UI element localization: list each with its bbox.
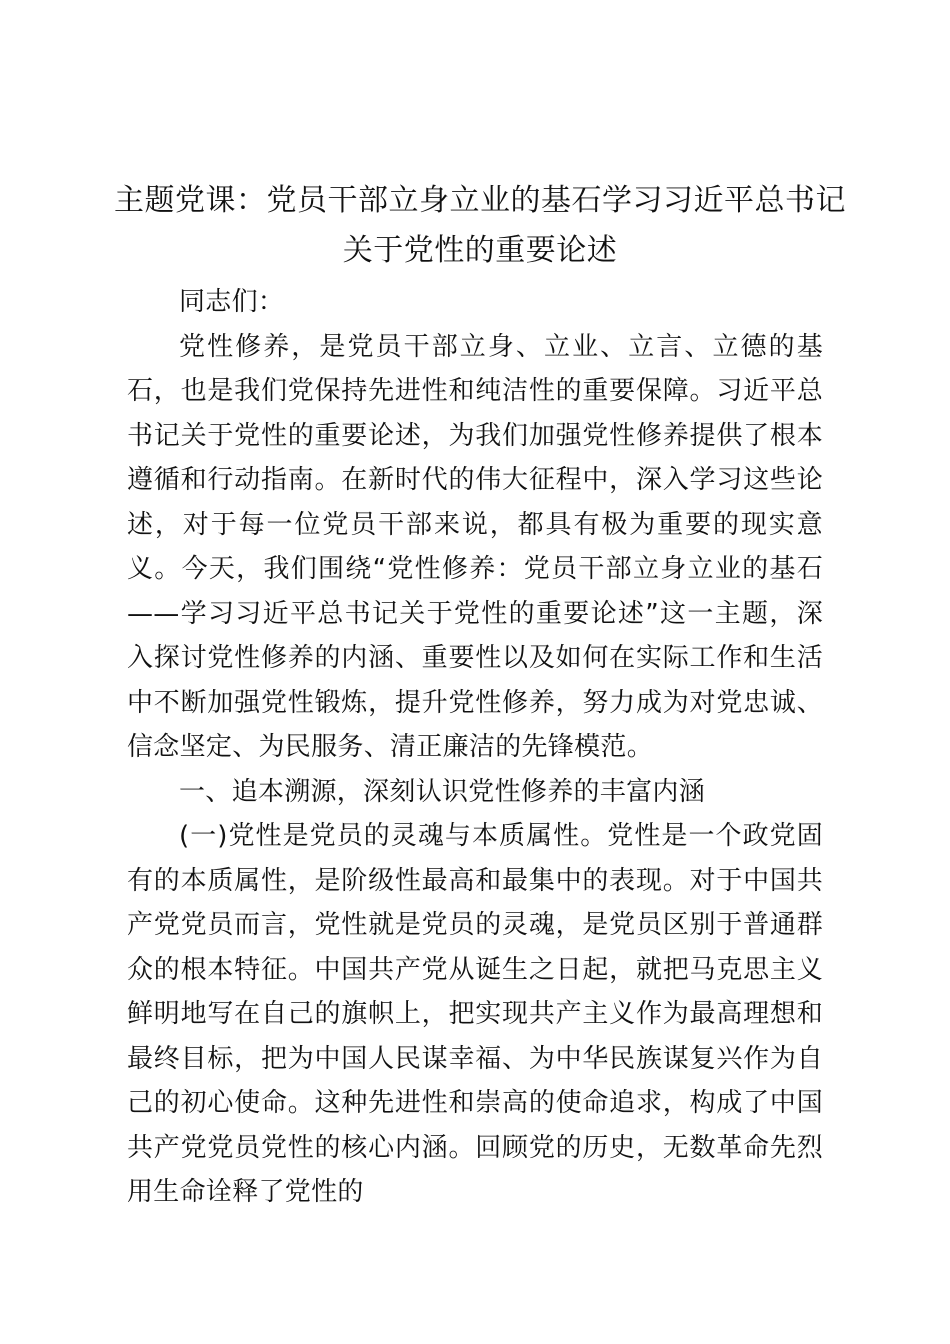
paragraph-section-1-1: (一)党性是党员的灵魂与本质属性。党性是一个政党固有的本质属性，是阶级性最高和最集中的表现。对于中国共产党党员而言，党性就是党员的灵魂，是党员区别于普通群众的根本特征。中国共产党从诞生之日起，就把马克思主义鲜明地写在自己的旗帜上，把实现共产主义作为最高理想和最终目标，把为中国人民谋幸福、为中华民族谋复兴作为自己的初心使命。这种先进性和崇高的使命追求，构成了中国共产党党员党性的核心内涵。回顾党的历史，无数革命先烈用生命诠释了党性的: [127, 821, 823, 1207]
document-body: [127, 280, 823, 1215]
greeting: 同志们：: [179, 287, 285, 317]
paragraph-intro: 党性修养，是党员干部立身、立业、立言、立德的基石，也是我们党保持先进性和纯洁性的重要保障。习近平总书记关于党性的重要论述，为我们加强党性修养提供了根本遵循和行动指南。在新时代的伟大征程中，深入学习这些论述，对于每一位党员干部来说，都具有极为重要的现实意义。今天，我们围绕“党性修养：党员干部立身立业的基石——学习习近平总书记关于党性的重要论述”这一主题，深入探讨党性修养的内涵、重要性以及如何在实际工作和生活中不断加强党性锻炼，提升党性修养，努力成为对党忠诚、信念坚定、为民服务、清正廉洁的先锋模范。: [127, 331, 823, 762]
section-heading-1: 一、追本溯源，深刻认识党性修养的丰富内涵: [179, 776, 706, 807]
document-title: 主题党课：党员干部立身立业的基石学习习近平总书记关于党性的重要论述: [114, 183, 846, 268]
